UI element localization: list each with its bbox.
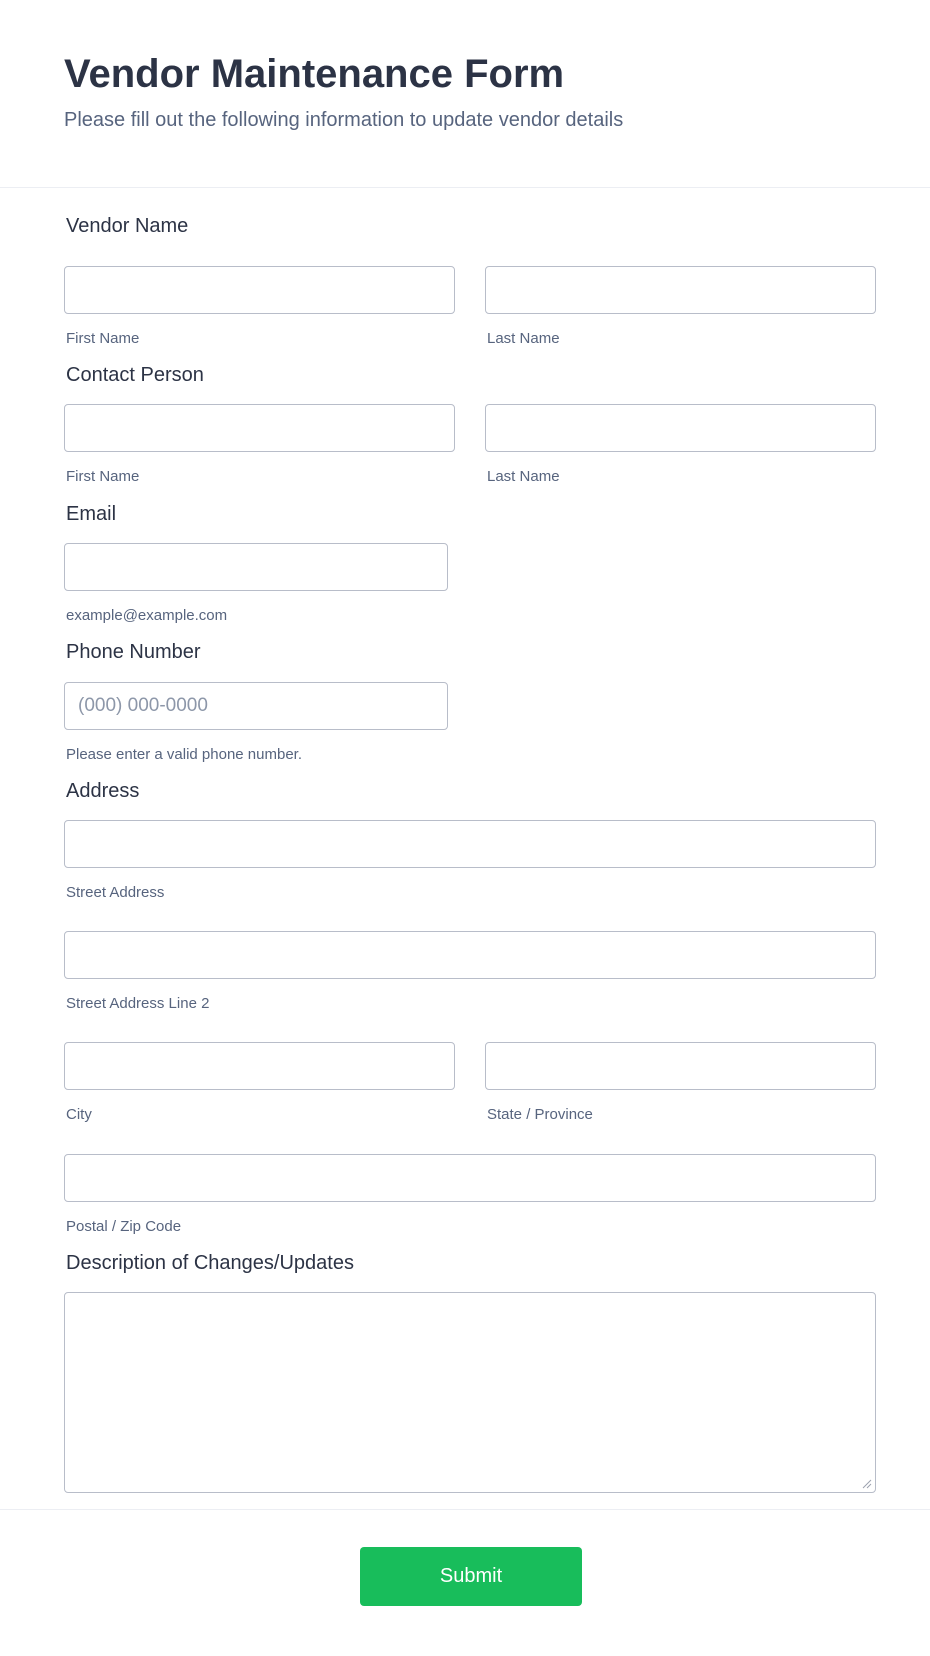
street-address-input[interactable]: [64, 820, 876, 868]
page-subtitle: Please fill out the following information to update vendor details: [64, 109, 624, 131]
submit-button[interactable]: Submit: [360, 1547, 582, 1606]
phone-label: Phone Number: [66, 641, 201, 663]
vendor-name-label: Vendor Name: [66, 215, 189, 237]
vendor-last-name-sublabel: Last Name: [487, 330, 560, 347]
state-province-sublabel: State / Province: [487, 1106, 593, 1123]
description-label: Description of Changes/Updates: [66, 1252, 354, 1274]
state-province-input[interactable]: [485, 1042, 876, 1090]
resize-handle-icon[interactable]: [860, 1477, 872, 1489]
street-address-sublabel: Street Address: [66, 884, 165, 901]
email-sublabel: example@example.com: [66, 607, 228, 624]
city-input[interactable]: [64, 1042, 455, 1090]
postal-code-sublabel: Postal / Zip Code: [66, 1218, 182, 1235]
contact-person-label: Contact Person: [66, 364, 204, 386]
vendor-last-name-input[interactable]: [485, 266, 876, 314]
city-sublabel: City: [66, 1106, 92, 1123]
vendor-first-name-sublabel: First Name: [66, 330, 140, 347]
contact-last-name-input[interactable]: [485, 404, 876, 452]
email-label: Email: [66, 503, 117, 525]
contact-last-name-sublabel: Last Name: [487, 468, 560, 485]
address-label: Address: [66, 780, 140, 802]
street-address-line2-input[interactable]: [64, 931, 876, 979]
email-field[interactable]: [64, 543, 448, 591]
street-address-line2-sublabel: Street Address Line 2: [66, 995, 210, 1012]
contact-first-name-sublabel: First Name: [66, 468, 140, 485]
phone-input[interactable]: [64, 682, 448, 730]
page-title: Vendor Maintenance Form: [64, 52, 565, 96]
contact-first-name-input[interactable]: [64, 404, 455, 452]
vendor-first-name-input[interactable]: [64, 266, 455, 314]
phone-sublabel: Please enter a valid phone number.: [66, 746, 302, 763]
description-textarea[interactable]: [64, 1292, 876, 1493]
form-header: [0, 0, 930, 188]
postal-code-input[interactable]: [64, 1154, 876, 1202]
